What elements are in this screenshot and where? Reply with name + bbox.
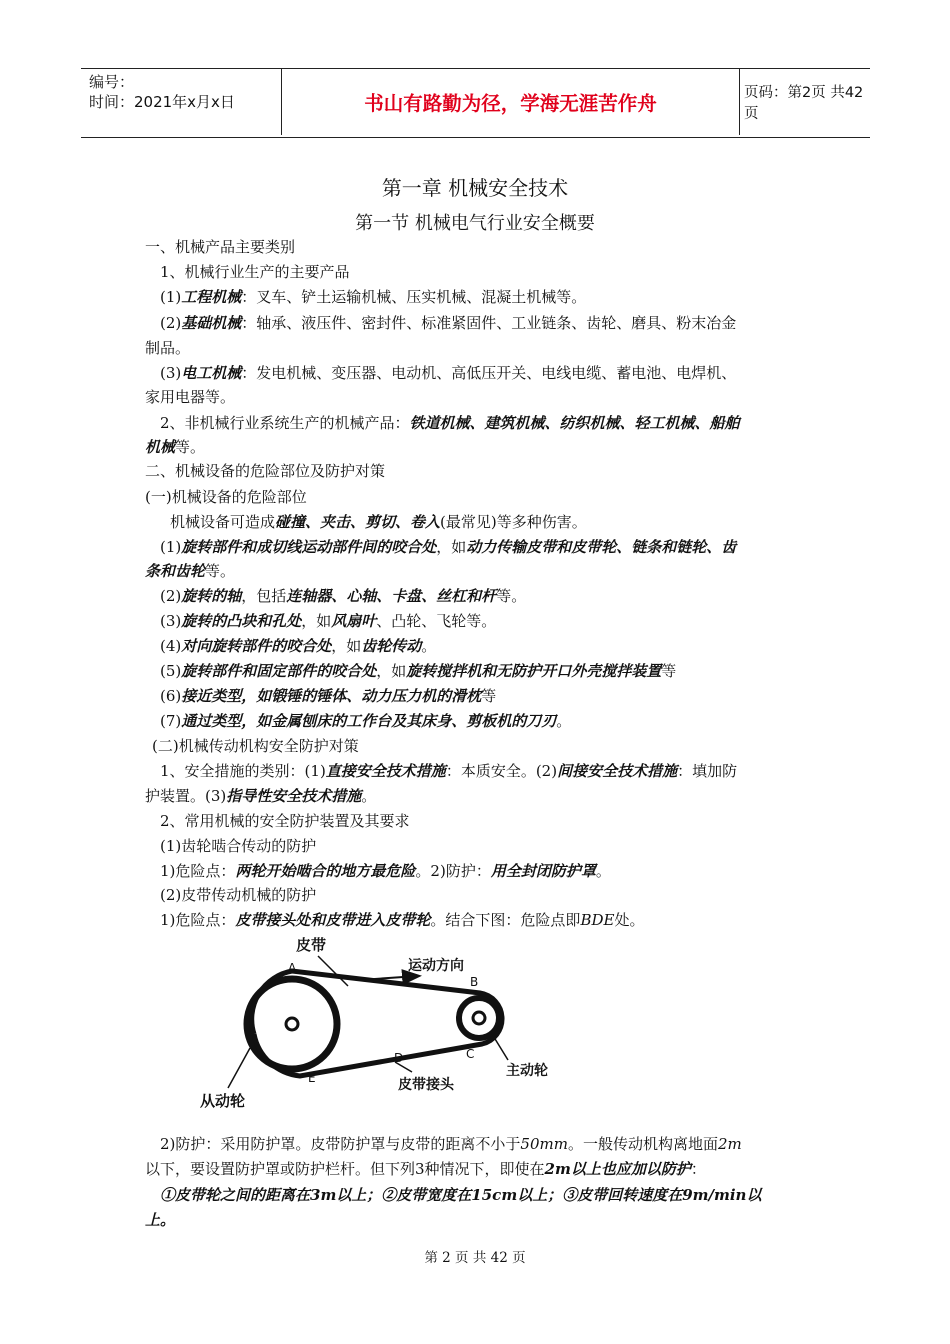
text-line: (7)通过类型，如金属刨床的工作台及其床身、剪板机的刀刃。 — [160, 712, 572, 730]
text-line: 制品。 — [145, 339, 191, 357]
belt — [252, 971, 502, 1076]
text-line: 2)防护：采用防护罩。皮带防护罩与皮带的距离不小于50mm。一般传动机构离地面2m — [160, 1135, 742, 1153]
chapter-title: 第一章 机械安全技术 — [381, 176, 569, 200]
page-footer: 第 2 页 共 42 页 — [424, 1250, 526, 1266]
text-line: (1)工程机械：叉车、铲土运输机械、压实机械、混凝土机械等。 — [160, 288, 587, 306]
driven-pulley-hub — [286, 1018, 298, 1030]
point-a-label: A — [288, 961, 297, 975]
text-line: (一)机械设备的危险部位 — [145, 488, 307, 506]
motto: 书山有路勤为径，学海无涯苦作舟 — [281, 69, 740, 135]
text-line: (1)齿轮啮合传动的防护 — [160, 837, 317, 855]
text-line: 一、机械产品主要类别 — [145, 238, 296, 256]
text-line: 2、常用机械的安全防护装置及其要求 — [160, 812, 410, 830]
text-line: (二)机械传动机构安全防护对策 — [152, 737, 359, 755]
text-line: 1)危险点：两轮开始啮合的地方最危险。2)防护：用全封闭防护罩。 — [160, 862, 611, 880]
text-line: 二、机械设备的危险部位及防护对策 — [145, 462, 386, 480]
text-line: (2)旋转的轴，包括连轴器、心轴、卡盘、丝杠和杆等。 — [160, 587, 527, 605]
joint-label: 皮带接头 — [398, 1077, 454, 1093]
text-line: (4)对向旋转部件的咬合处，如齿轮传动。 — [160, 637, 437, 655]
page-label: 页码：第2页 共42页 — [744, 85, 864, 122]
text-line: 上。 — [145, 1211, 176, 1229]
text-line: 条和齿轮等。 — [145, 562, 236, 580]
belt-label: 皮带 — [296, 936, 327, 954]
text-line: (2)皮带传动机械的防护 — [160, 886, 317, 904]
date-label: 时间：2021年x月x日 — [89, 93, 235, 111]
text-line: 护装置。(3)指导性安全技术措施。 — [145, 787, 377, 805]
point-b-label: B — [470, 975, 479, 989]
text-line: ①皮带轮之间的距离在3m以上；②皮带宽度在15cm以上；③皮带回转速度在9m/min以 — [160, 1186, 762, 1204]
text-line: 以下，要设置防护罩或防护栏杆。但下列3种情况下，即使在2m以上也应加以防护： — [145, 1160, 706, 1178]
belt-drive-diagram — [190, 936, 570, 1116]
point-c-label: C — [466, 1047, 475, 1061]
driver-pulley — [459, 998, 499, 1038]
text-line: (1)旋转部件和成切线运动部件间的咬合处，如动力传输皮带和皮带轮、链条和链轮、齿 — [160, 538, 737, 556]
text-line: 机械设备可造成碰撞、夹击、剪切、卷入(最常见)等多种伤害。 — [170, 513, 587, 531]
text-line: 家用电器等。 — [145, 388, 236, 406]
driven-label: 从动轮 — [200, 1092, 246, 1110]
text-line: 1、安全措施的类别：(1)直接安全技术措施：本质安全。(2)间接安全技术措施：填加防 — [160, 762, 738, 780]
belt-leader — [318, 956, 348, 986]
point-d-label: D — [394, 1051, 404, 1065]
header-table — [81, 68, 870, 138]
driver-leader — [492, 1034, 508, 1060]
serial-label: 编号： — [89, 73, 135, 91]
text-line: 机械等。 — [145, 438, 206, 456]
text-line: 1、机械行业生产的主要产品 — [160, 263, 350, 281]
text-line: (5)旋转部件和固定部件的咬合处，如旋转搅拌机和无防护开口外壳搅拌装置等 — [160, 662, 677, 680]
driver-label: 主动轮 — [506, 1063, 548, 1079]
text-line: (3)旋转的凸块和孔处，如风扇叶、凸轮、飞轮等。 — [160, 612, 497, 630]
text-line: (3)电工机械：发电机械、变压器、电动机、高低压开关、电线电缆、蓄电池、电焊机、 — [160, 364, 737, 382]
text-line: (6)接近类型，如锻锤的锤体、动力压力机的滑枕等 — [160, 687, 497, 705]
text-line: (2)基础机械：轴承、液压件、密封件、标准紧固件、工业链条、齿轮、磨具、粉末冶金 — [160, 314, 737, 332]
direction-label: 运动方向 — [408, 958, 464, 974]
driver-pulley-hub — [473, 1012, 485, 1024]
driven-leader — [228, 1048, 250, 1088]
point-e-label: E — [308, 1071, 316, 1085]
header-left-cell — [81, 69, 281, 137]
text-line: 1)危险点：皮带接头处和皮带进入皮带轮。结合下图：危险点即BDE处。 — [160, 911, 645, 929]
section-title: 第一节 机械电气行业安全概要 — [355, 213, 595, 234]
text-line: 2、非机械行业系统生产的机械产品：铁道机械、建筑机械、纺织机械、轻工机械、船舶 — [160, 414, 740, 432]
